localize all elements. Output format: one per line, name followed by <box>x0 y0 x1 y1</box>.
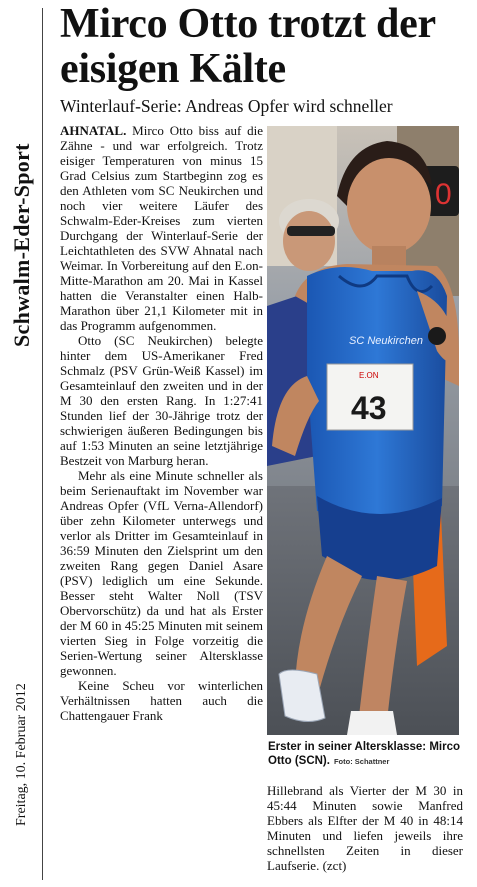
article-paragraph-2: Otto (SC Neukirchen) belegte hinter dem US-Amerikaner Fred Schmalz (PSV Grün-Weiß Kassel) im Gesamteinlauf den zweiten und in der M 30 den ersten Rang. In 1:27:41 Stunden lief der 30-Jährige trotz der schwierigen äußeren Bedingungen bis auf 1:53 Minuten an seine letztjährige Bestzeit von Marburg heran. <box>60 333 263 468</box>
article-paragraph-1 <box>60 123 263 333</box>
shirt-text: SC Neukirchen <box>349 335 423 347</box>
background-runner-face <box>283 211 335 271</box>
caption-text: Erster in seiner Altersklasse: Mirco Otto (SCN). Foto: Schattner <box>268 741 460 767</box>
headline: Mirco Otto trotzt der eisigen Kälte <box>60 1 436 92</box>
runner-left-shoe <box>279 670 325 722</box>
publication-date: Freitag, 10. Februar 2012 <box>14 683 29 827</box>
race-clock-digits: 0 <box>435 178 452 211</box>
article-paragraph-3: Mehr als eine Minute schneller als beim Serienauftakt im November war Andreas Opfer (VfL Verna-Allendorf) über zehn Kilometer unterwegs und verlor als Dritter im Gesamteinlauf in 36:59 Minuten den Zielsprint um den zweiten Rang gegen Daniel Asare (PSV) lediglich um eine Sekunde. Besser steht Walter Noll (TSV Obervorschütz) da und hat als Erster der M 60 in 45:25 Minuten mit seinem vierten Sieg in Folge vorzeitig die Serien-Wertung seiner Altersklasse gewonnen. <box>60 468 263 678</box>
section-label: Schwalm-Eder-Sport <box>9 143 34 347</box>
dateline: AHNATAL. <box>60 123 127 138</box>
sidebar-divider <box>42 8 43 880</box>
runner-face <box>347 158 431 254</box>
article-body <box>60 123 263 883</box>
subheadline: Winterlauf-Serie: Andreas Opfer wird schneller <box>60 96 393 116</box>
sidebar <box>0 0 44 887</box>
runner-right-sock <box>347 711 397 735</box>
race-bib-number: 43 <box>351 390 387 426</box>
runner-watch <box>428 327 446 345</box>
photo-caption <box>268 740 460 769</box>
article-paragraph-4: Keine Scheu vor winterlichen Verhältnissen hatten auch die Chattengauer Frank <box>60 678 263 723</box>
runner-photo <box>267 126 459 735</box>
photo-credit: Foto: Schattner <box>333 757 390 766</box>
paragraph-1-text: Mirco Otto biss auf die Zähne - und war erfolgreich. Trotz eisiger Temperaturen von minus 15 Grad Celsius zum Startbeginn zog es den Athleten vom SC Neukirchen und noch vier weitere Läufer des Schwalm-Eder-Kreises zum vierten Durchgang der Winterlauf-Serie der Leichtathleten des SVW Ahnatal nach Weimar. In Vorbereitung auf den E.on-Mitte-Marathon am 20. Mai in Kassel hatten die Veranstalter einen Halb-Marathon über 21,1 Kilometer mit in das Programm aufgenommen. <box>60 123 263 333</box>
runner-photo-illustration <box>267 126 459 735</box>
article-continuation: Hillebrand als Vierter der M 30 in 45:44 Minuten sowie Manfred Ebbers als Elfter der M 40 in 48:14 Minuten und liefen jeweils ihre schnellsten Zeiten in dieser Laufserie. (zct) <box>267 783 463 873</box>
race-bib-sponsor: E.ON <box>359 371 379 380</box>
